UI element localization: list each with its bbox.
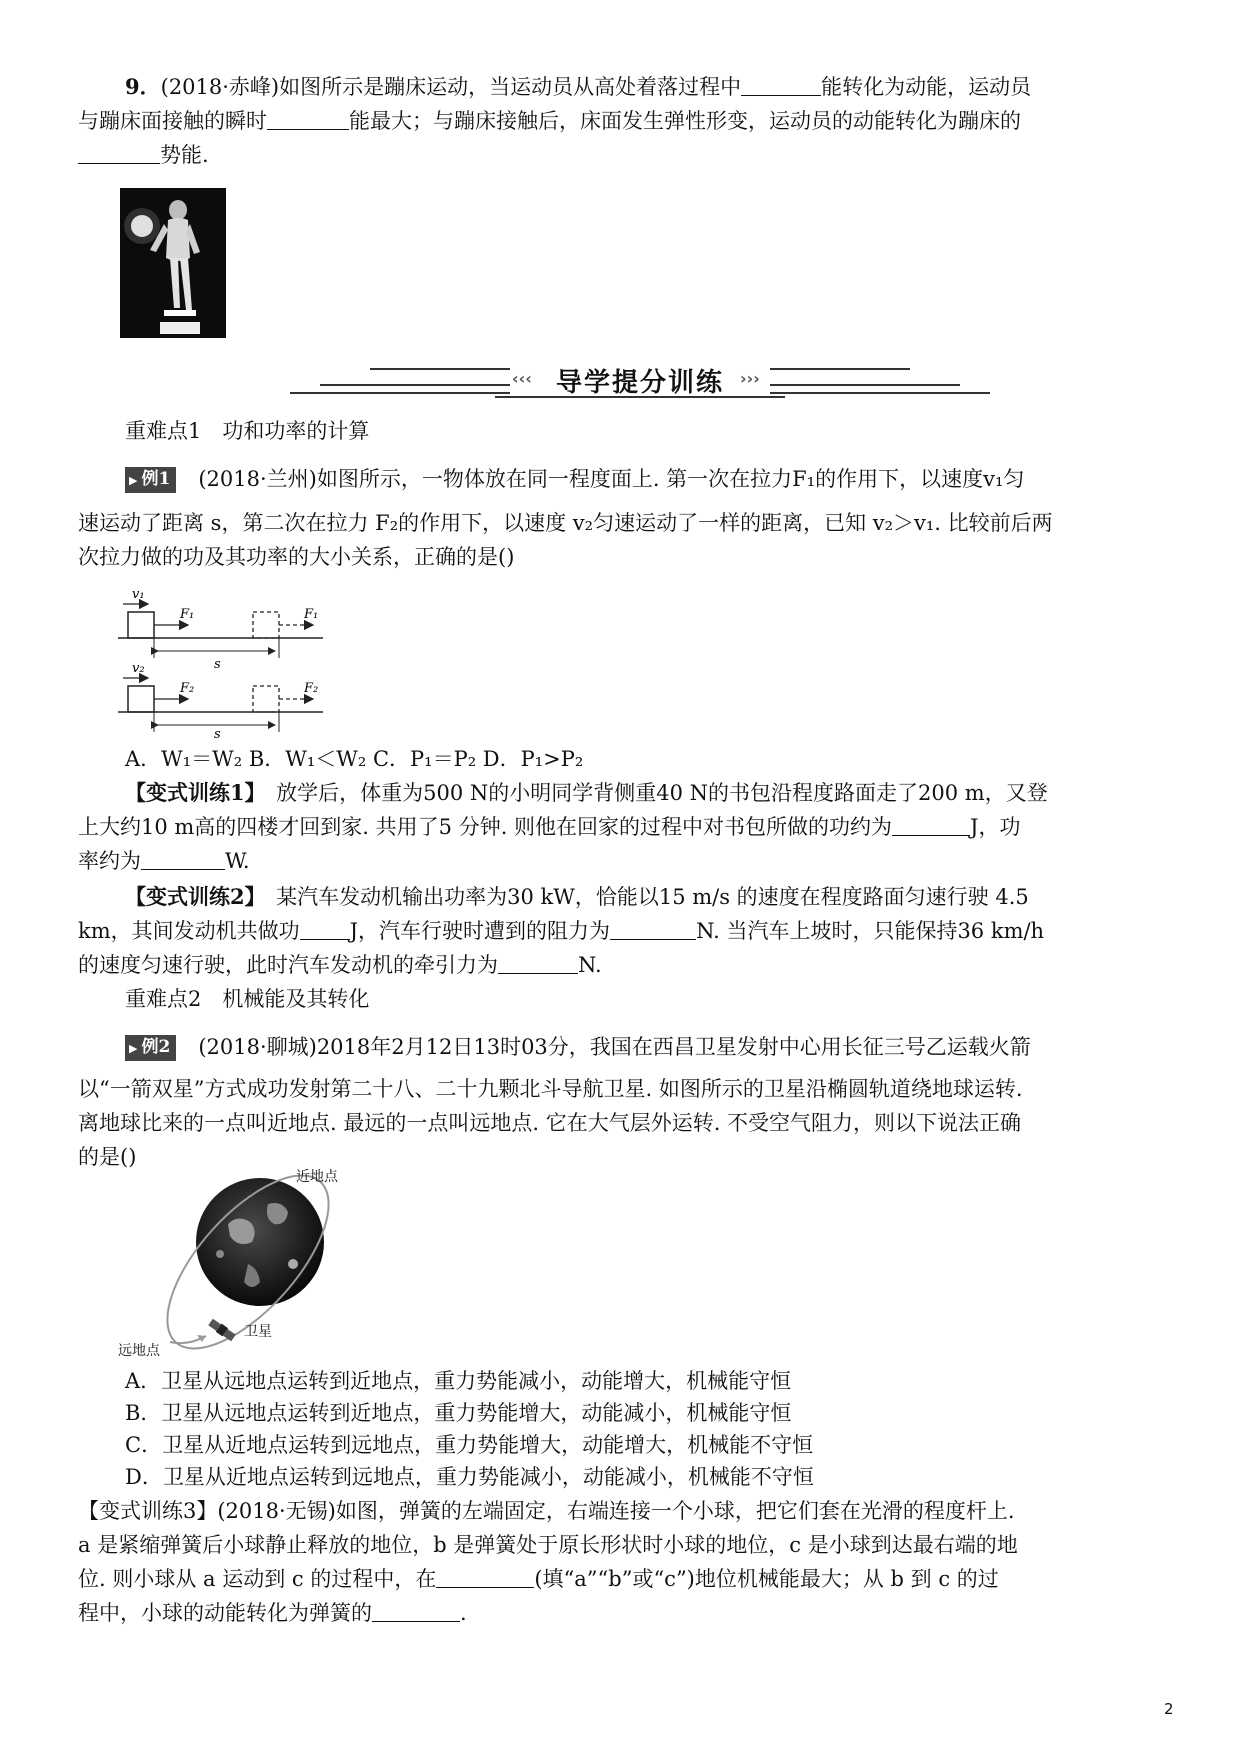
f1-label-a: F₁: [180, 607, 195, 622]
q9-text-1b: 能转化为动能，运动员: [821, 75, 1032, 99]
ex1-line3: 次拉力做的功及其功率的大小关系，正确的是(): [78, 545, 515, 569]
q9-blank-3[interactable]: [78, 143, 160, 164]
force-diagram: [118, 578, 328, 742]
ex2-line3: 离地球比来的一点叫近地点. 最远的一点叫远地点. 它在大气层外运转. 不受空气阻力，则以下说法正确: [78, 1111, 1022, 1135]
q9-line2: [78, 104, 1178, 138]
var1-text-2: 上大约10 m高的四楼才回到家. 共用了5 分钟. 则他在回家的过程中对书包所做的功约为: [78, 815, 893, 839]
q9-text-2a: 与蹦床面接触的瞬时: [78, 109, 267, 133]
v2-label: v₂: [132, 661, 145, 676]
q9-line1: [125, 70, 1225, 104]
satellite-label: 卫星: [244, 1324, 272, 1340]
ex2-line1: [125, 1030, 1225, 1064]
satellite-icon: [208, 1318, 237, 1342]
ex2-text-1: (2018·聊城)2018年2月12日13时03分，我国在西昌卫星发射中心用长征三号乙运载火箭: [198, 1035, 1031, 1059]
f2-label-b: F₂: [304, 681, 319, 696]
var1-text-3b: W.: [225, 849, 250, 873]
ex1-options: A．W₁＝W₂ B．W₁＜W₂ C．P₁＝P₂ D．P₁>P₂: [125, 747, 584, 771]
s-label-b: s: [214, 727, 221, 742]
var3-line3: [78, 1562, 1178, 1596]
var3-text-4a: 程中，小球的动能转化为弹簧的: [78, 1601, 372, 1625]
v1-label: v₁: [132, 587, 145, 602]
page-number: 2: [1164, 1700, 1174, 1718]
var1-blank-1[interactable]: [892, 815, 970, 836]
banner-left-arrows: ‹‹‹: [512, 369, 532, 388]
trampoline-photo: [120, 188, 226, 338]
var2-line3: [78, 948, 1178, 982]
var2-line2: [78, 914, 1178, 948]
var3-blank-1[interactable]: [436, 1567, 534, 1588]
var2-text-2a: km，其间发动机共做功: [78, 919, 300, 943]
var2-blank-3[interactable]: [498, 953, 578, 974]
var3-text-3a: 位. 则小球从 a 运动到 c 的过程中，在: [78, 1567, 437, 1591]
f2-label-a: F₂: [180, 681, 195, 696]
var2-text-2b: J，汽车行驶时遭到的阻力为: [349, 919, 611, 943]
q9-line3: [78, 138, 1178, 172]
ex1-line2: 速运动了距离 s，第二次在拉力 F₂的作用下，以速度 v₂匀速运动了一样的距离，已知 v₂＞v₁. 比较前后两: [78, 511, 1053, 535]
var3-text-4b: .: [460, 1601, 467, 1625]
var3-text-3b: (填“a”“b”或“c”)地位机械能最大；从 b 到 c 的过: [534, 1567, 999, 1591]
ex2-option-b: B．卫星从远地点运转到近地点，重力势能增大，动能减小，机械能守恒: [125, 1401, 792, 1425]
q9-text-1a: (2018·赤峰)如图所示是蹦床运动，当运动员从高处着落过程中: [160, 75, 742, 99]
near-point-label: 近地点: [296, 1169, 338, 1185]
f1-label-b: F₁: [304, 607, 319, 622]
ex2-option-d: D．卫星从近地点运转到远地点，重力势能减小，动能减小，机械能不守恒: [125, 1465, 814, 1489]
var2-label: 【变式训练2】: [125, 884, 256, 909]
var1-label: 【变式训练1】: [125, 780, 256, 805]
var2-line1: [125, 880, 1225, 914]
q9-number: 9．: [125, 74, 161, 99]
var1-line3: [78, 844, 1178, 878]
var1-text-2b: J，功: [970, 815, 1021, 839]
ex1-text-1: (2018·兰州)如图所示，一物体放在同一程度面上. 第一次在拉力F₁的作用下，以速度v₁匀: [198, 467, 1025, 491]
var1-line2: [78, 810, 1178, 844]
var2-text-3a: 的速度匀速行驶，此时汽车发动机的牵引力为: [78, 953, 498, 977]
var1-text-1: 放学后，体重为500 N的小明同学背侧重40 N的书包沿程度路面走了200 m，又登: [276, 781, 1048, 805]
banner-right-arrows: ›››: [740, 369, 760, 388]
q9-text-2b: 能最大；与蹦床接触后，床面发生弹性形变，运动员的动能转化为蹦床的: [349, 109, 1021, 133]
ex2-line2: 以“一箭双星”方式成功发射第二十八、二十九颗北斗导航卫星. 如图所示的卫星沿椭圆轨道绕地球运转.: [78, 1077, 1023, 1101]
ex1-line1: [125, 462, 1225, 496]
var1-line1: [125, 776, 1225, 810]
var3-line1: 【变式训练3】(2018·无锡)如图，弹簧的左端固定，右端连接一个小球，把它们套在光滑的程度杆上.: [78, 1499, 1015, 1523]
var2-text-3b: N.: [578, 953, 602, 977]
ex2-option-c: C．卫星从近地点运转到远地点，重力势能增大，动能增大，机械能不守恒: [125, 1433, 814, 1457]
var3-line4: [78, 1596, 1178, 1630]
section-banner: [290, 360, 990, 402]
ex2-line4: 的是(): [78, 1145, 137, 1169]
s-label-a: s: [214, 657, 221, 672]
ex1-tag: ▶ 例1: [125, 467, 176, 493]
var2-text-1: 某汽车发动机输出功率为30 kW，恰能以15 m/s 的速度在程度路面匀速行驶 4.5: [276, 885, 1029, 909]
var2-blank-1[interactable]: [300, 919, 350, 940]
var1-text-3a: 率约为: [78, 849, 141, 873]
var2-blank-2[interactable]: [610, 919, 696, 940]
var3-line2: a 是紧缩弹簧后小球静止释放的地位，b 是弹簧处于原长形状时小球的地位，c 是小球到达最右端的地: [78, 1533, 1018, 1557]
ex2-tag: ▶ 例2: [125, 1035, 176, 1061]
q9-blank-1[interactable]: [741, 75, 821, 96]
var3-blank-2[interactable]: [372, 1601, 460, 1622]
orbit-diagram: [118, 1164, 338, 1359]
banner-title: 导学提分训练: [555, 368, 724, 398]
section-1-title: 重难点1 功和功率的计算: [125, 419, 370, 443]
section-2-title: 重难点2 机械能及其转化: [125, 987, 370, 1011]
q9-blank-2[interactable]: [267, 109, 349, 130]
earth: [196, 1178, 324, 1306]
var1-blank-2[interactable]: [141, 849, 225, 870]
far-point-label: 远地点: [118, 1343, 160, 1359]
q9-text-3b: 势能.: [160, 143, 209, 167]
var2-text-2c: N. 当汽车上坡时，只能保持36 km/h: [696, 919, 1045, 943]
ex2-option-a: A．卫星从远地点运转到近地点，重力势能减小，动能增大，机械能守恒: [125, 1369, 792, 1393]
